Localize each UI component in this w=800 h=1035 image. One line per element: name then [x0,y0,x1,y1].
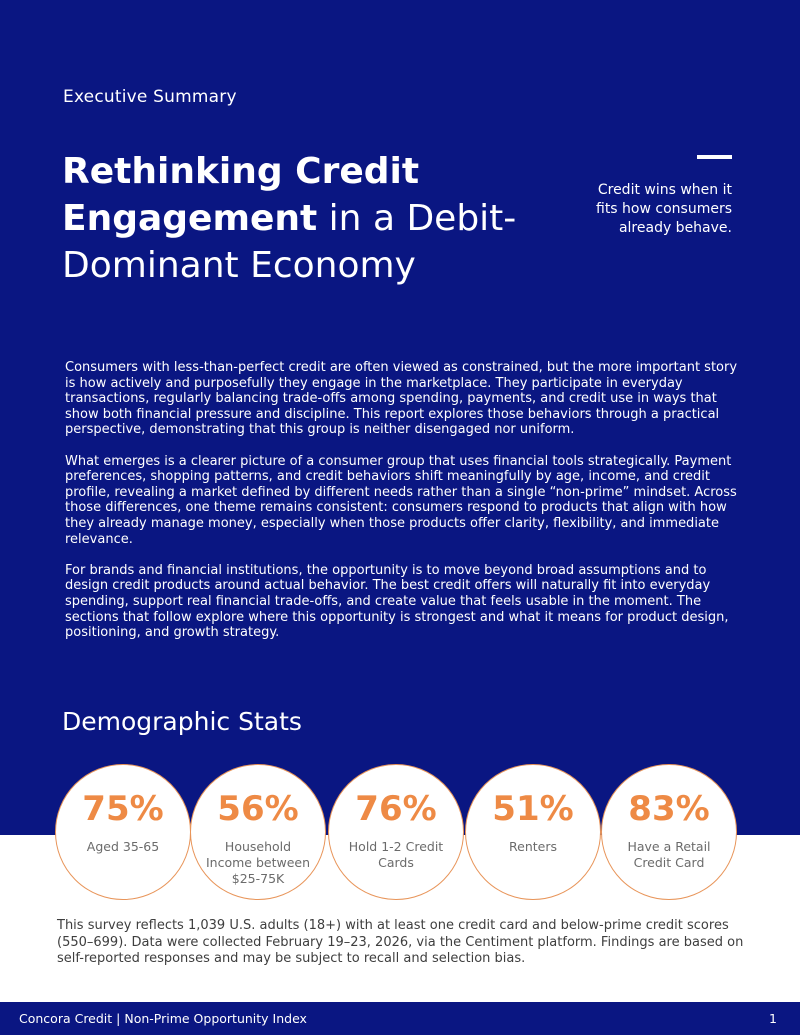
page-footer [0,1002,800,1035]
stat-value: 83% [628,789,710,829]
stat-circle-retail-card [601,764,737,900]
stat-value: 76% [355,789,437,829]
stat-label: Household Income between $25-75K [205,839,311,886]
stat-value: 56% [217,789,299,829]
stat-label: Aged 35-65 [86,839,160,854]
demographic-stats-heading: Demographic Stats [62,707,302,736]
footer-report-title: Concora Credit | Non-Prime Opportunity Index [19,1011,307,1026]
section-eyebrow: Executive Summary [63,87,237,107]
stat-label: Hold 1-2 Credit Cards [348,839,444,870]
body-paragraph: What emerges is a clearer picture of a consumer group that uses financial tools strategically. Payment preferences, shopping patterns, and credit behaviors shift meaningfully by age, income, and credit profile, revealing a market defined by different needs rather than a single “non-prime” mindset. Across those differences, one theme remains consistent: consumers respond to products that align with how they already manage money, especially when those products offer clarity, flexibility, and immediate relevance. [65,453,737,547]
stat-circle-credit-cards [328,764,464,900]
stat-circle-renters [465,764,601,900]
executive-summary-body [65,360,741,656]
stat-circle-income [190,764,326,900]
page-number: 1 [769,1011,777,1026]
body-paragraph: For brands and financial institutions, the opportunity is to move beyond broad assumptions and to design credit products around actual behavior. The best credit offers will naturally fit into everyday spending, support real financial trade-offs, and create value that feels usable in the moment. The sections that follow explore where this opportunity is strongest and what it means for product design, positioning, and growth strategy. [65,562,729,641]
stat-label: Have a Retail Credit Card [627,839,711,870]
tagline: Credit wins when it fits how consumers already behave. [596,182,732,236]
stat-value: 51% [492,789,574,829]
stat-label: Renters [509,839,557,854]
accent-bar [697,155,732,159]
title-bold-line-1: Rethinking Credit [62,151,420,192]
stat-circle-age [55,764,191,900]
survey-methodology-note: This survey reflects 1,039 U.S. adults (18+) with at least one credit card and below-prime credit scores (550–699). Data were collected February 19–23, 2026, via the Centiment platform. Findings are based on self-reported responses and may be subject to recall and selection bias. [57,918,744,966]
title-regular-line-2: in a Debit- [317,198,517,239]
title-bold-line-2: Engagement [62,198,318,239]
body-paragraph: Consumers with less-than-perfect credit are often viewed as constrained, but the more important story is how actively and purposefully they engage in the marketplace. They participate in everyday transactions, regularly balancing trade-offs among spending, payments, and credit use in ways that show both financial pressure and discipline. This report explores those behaviors through a practical perspective, demonstrating that this group is neither disengaged nor uniform. [65,360,738,438]
page-title [62,148,532,289]
title-regular-line-3: Dominant Economy [62,245,416,286]
stat-value: 75% [82,789,164,829]
